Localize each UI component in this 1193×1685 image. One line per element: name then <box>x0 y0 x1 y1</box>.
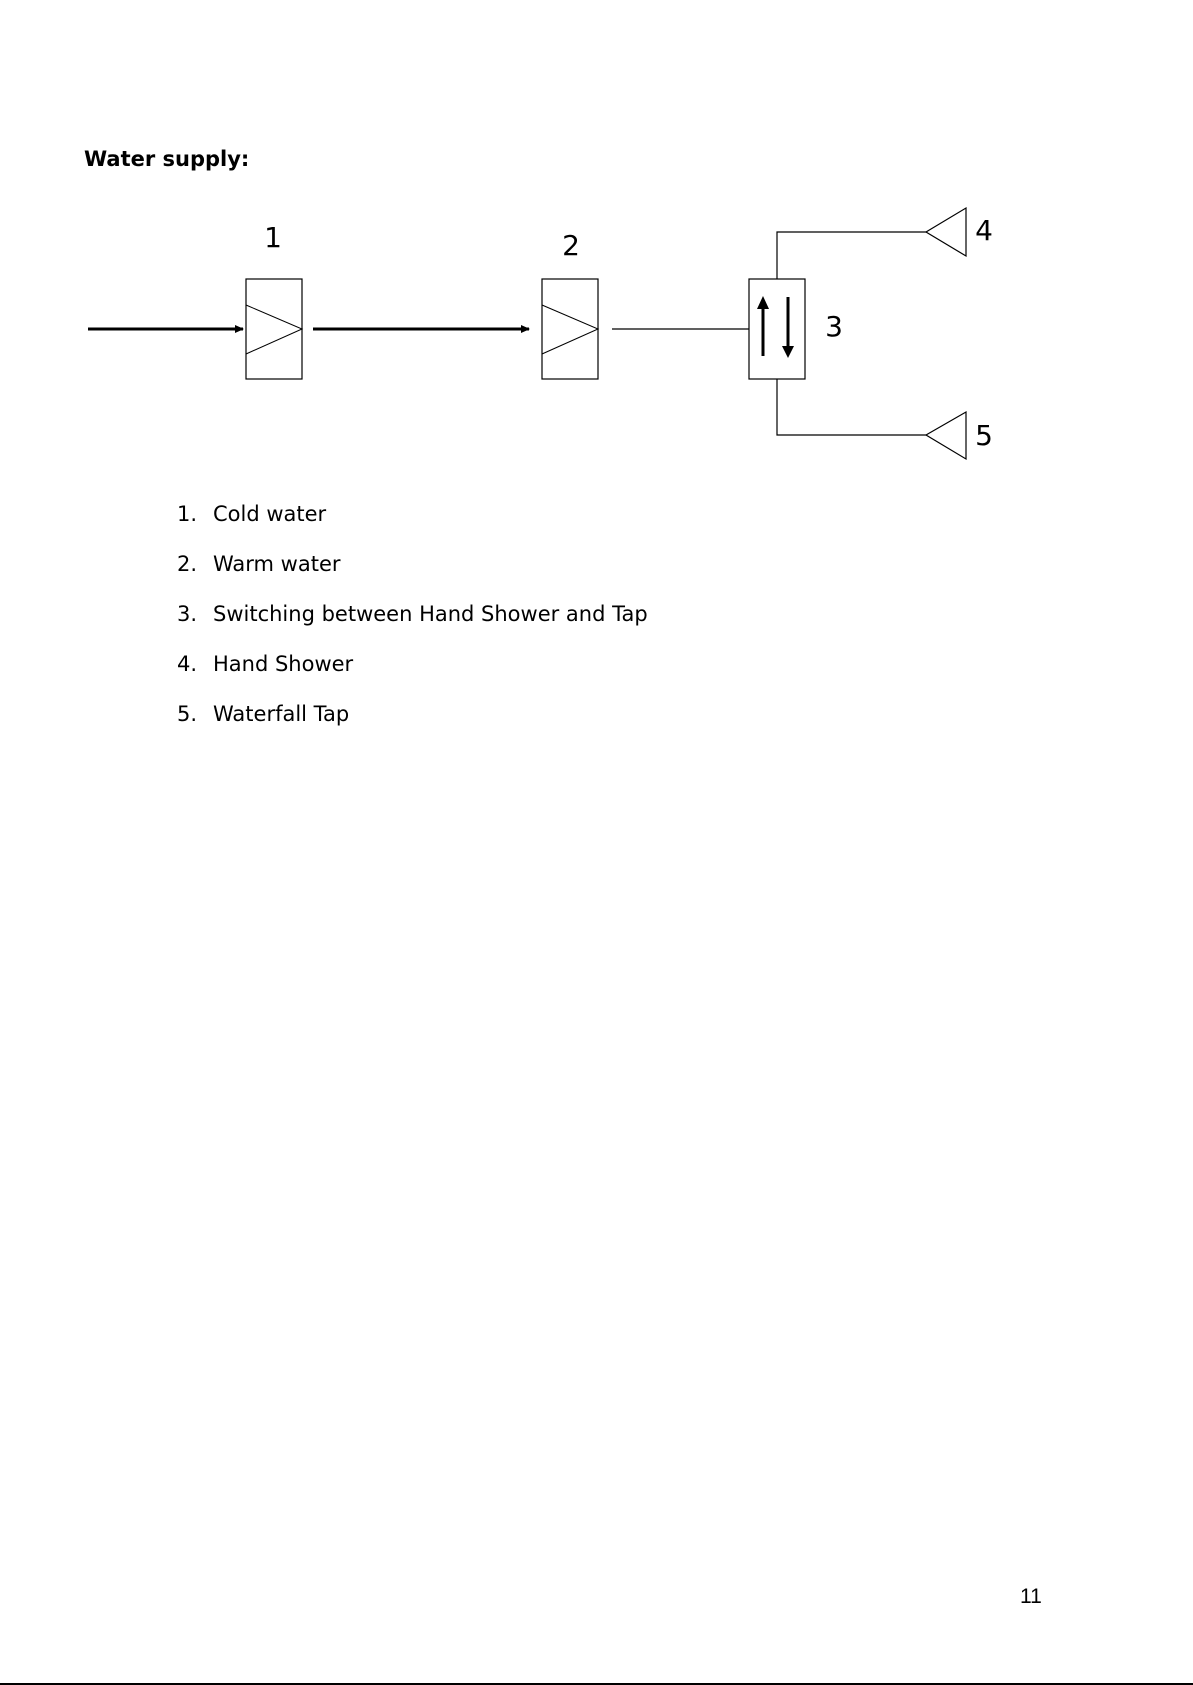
legend-item <box>177 700 648 728</box>
legend-text: Warm water <box>213 552 341 576</box>
cold-water-valve <box>246 279 302 379</box>
tap-branch-line <box>777 379 926 435</box>
legend-text: Switching between Hand Shower and Tap <box>213 602 648 626</box>
legend-item <box>177 550 648 578</box>
page-number: 11 <box>1020 1585 1042 1608</box>
legend-item <box>177 600 648 628</box>
legend-number: 1. <box>177 502 198 526</box>
legend-item <box>177 500 648 528</box>
diverter-label: 3 <box>825 310 843 343</box>
water-supply-diagram <box>0 0 1193 480</box>
waterfall-tap-label: 5 <box>975 419 993 452</box>
legend-text: Cold water <box>213 502 327 526</box>
legend-item <box>177 650 648 678</box>
legend-number: 5. <box>177 702 198 726</box>
section-heading: Water supply: <box>84 147 250 171</box>
shower-branch-line <box>777 232 926 279</box>
cold-water-label: 1 <box>264 221 282 254</box>
legend-number: 2. <box>177 552 198 576</box>
legend-text: Waterfall Tap <box>213 702 350 726</box>
warm-water-label: 2 <box>562 229 580 262</box>
diverter-switch <box>749 279 805 379</box>
hand-shower-outlet <box>926 208 966 256</box>
hand-shower-label: 4 <box>975 214 993 247</box>
waterfall-tap-outlet <box>926 412 966 459</box>
diagram-legend <box>177 500 648 750</box>
warm-water-valve <box>542 279 598 379</box>
legend-text: Hand Shower <box>213 652 354 676</box>
legend-number: 3. <box>177 602 198 626</box>
legend-number: 4. <box>177 652 198 676</box>
